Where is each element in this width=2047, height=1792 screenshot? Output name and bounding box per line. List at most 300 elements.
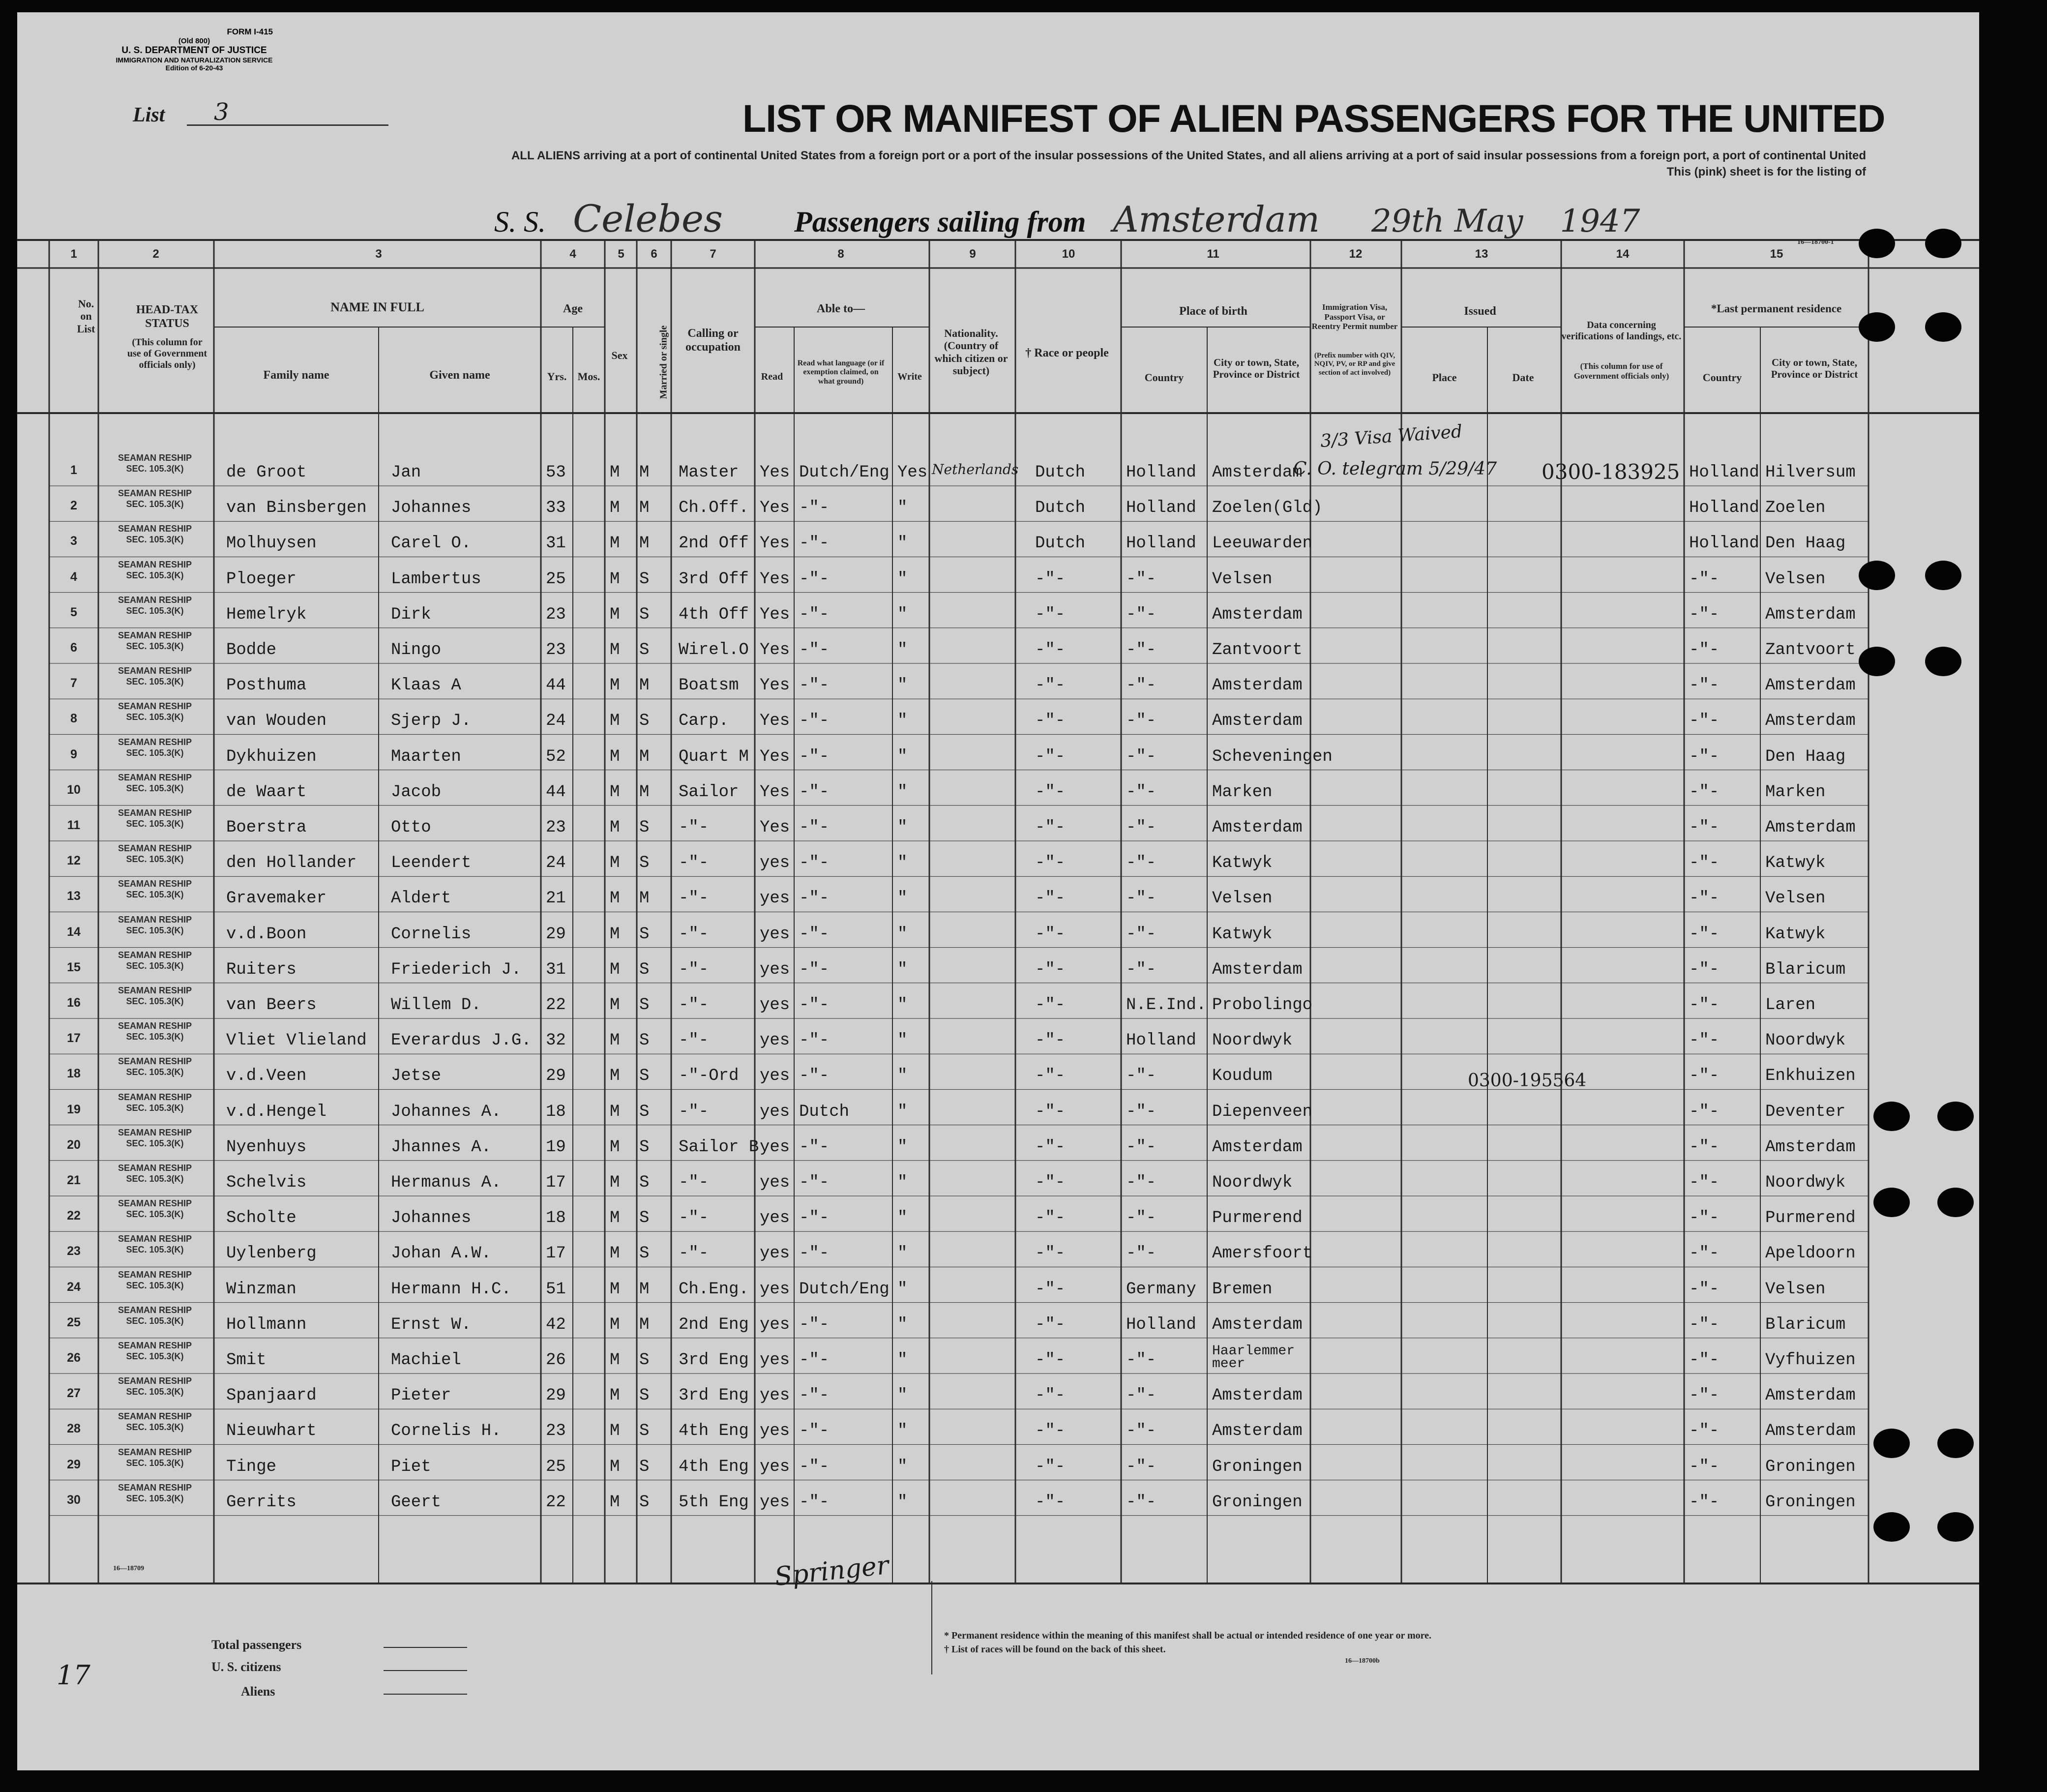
write-cell: " [897,996,908,1015]
margin-mark: 17 [57,1660,90,1691]
birth-city-cell: Bremen [1212,1280,1273,1299]
family-name-cell: van Beers [226,996,317,1015]
write-cell: " [897,641,908,659]
sex-cell: M [610,747,620,766]
nationality-annotation: Netherlands [932,461,1019,478]
family-name-cell: Tinge [226,1457,277,1476]
write-cell: " [897,747,908,766]
sex-cell: M [610,463,620,482]
birth-country-cell: -"- [1126,1351,1157,1370]
column-number: 6 [651,247,657,261]
header-write: Write [897,371,922,382]
seaman-reship-stamp [116,559,194,581]
occupation-cell: -"- [679,1102,709,1121]
seaman-reship-stamp [116,523,194,545]
language-cell: -"- [799,1315,830,1334]
race-cell: -"- [1035,1209,1066,1228]
row-number: 28 [67,1422,81,1436]
sex-cell: M [610,569,620,589]
race-cell: -"- [1035,1031,1066,1050]
stamp-line1: SEAMAN RESHIP [118,1198,192,1209]
read-cell: yes [760,1102,790,1121]
residence-country-cell: -"- [1689,1493,1720,1512]
birth-country-cell: -"- [1126,569,1157,589]
marital-status-cell: S [639,1102,650,1121]
seaman-reship-stamp [116,878,194,900]
age-cell: 26 [546,1351,566,1370]
visa-waived-note: 3/3 Visa Waived [1319,421,1463,452]
residence-city-cell: Hilversum [1765,463,1856,482]
punch-hole [1873,1512,1910,1542]
family-name-cell: Dykhuizen [226,747,317,766]
write-cell: " [897,1315,908,1334]
given-name-cell: Lambertus [391,569,481,589]
birth-country-cell: -"- [1126,676,1157,695]
write-cell: " [897,1280,908,1299]
write-cell: " [897,1386,908,1405]
occupation-cell: -"- [679,854,709,873]
write-cell: " [897,1102,908,1121]
residence-city-cell: Velsen [1765,1280,1826,1299]
residence-country-cell: -"- [1689,1244,1720,1263]
birth-country-cell: -"- [1126,1067,1157,1086]
stamp-line2: SEC. 105.3(K) [126,1245,184,1255]
family-name-cell: Gravemaker [226,889,327,908]
given-name-cell: Leendert [391,854,472,873]
seaman-reship-stamp [116,665,194,687]
family-name-cell: Schelvis [226,1173,307,1192]
intro-text [396,148,1866,180]
residence-country-cell: -"- [1689,782,1720,802]
marital-status-cell: M [639,463,650,482]
race-cell: -"- [1035,782,1066,802]
form-number: FORM I-415 [227,27,273,36]
footnote-residence: * Permanent residence within the meaning of this manifest shall be actual or intended residence of one year or more. [944,1630,1432,1641]
sex-cell: M [610,1209,620,1228]
residence-country-cell: -"- [1689,1102,1720,1121]
seaman-reship-stamp [116,1340,194,1362]
birth-country-cell: -"- [1126,1386,1157,1405]
landing-note-row1: 0300-183925 [1542,460,1680,484]
residence-city-cell: Amsterdam [1765,676,1856,695]
family-name-cell: Gerrits [226,1493,297,1512]
write-cell: " [897,818,908,837]
language-cell: -"- [799,1422,830,1441]
residence-city-cell: Noordwyk [1765,1173,1846,1192]
race-cell: -"- [1035,1315,1066,1334]
given-name-cell: Everardus J.G. [391,1031,532,1050]
language-cell: -"- [799,889,830,908]
residence-country-cell: -"- [1689,1457,1720,1476]
stamp-line2: SEC. 105.3(K) [126,712,184,722]
row-number: 14 [67,925,81,939]
stamp-line2: SEC. 105.3(K) [126,677,184,687]
sex-cell: M [610,960,620,979]
marital-status-cell: S [639,1031,650,1050]
header-calling: Calling or occupation [685,327,741,354]
stamp-line1: SEAMAN RESHIP [118,772,192,782]
read-cell: yes [760,1173,790,1192]
marital-status-cell: M [639,1315,650,1334]
stamp-line1: SEAMAN RESHIP [118,488,192,499]
birth-country-cell: -"- [1126,712,1157,731]
birth-city-cell: Amsterdam [1212,605,1303,624]
given-name-cell: Jhannes A. [391,1137,492,1157]
header-birth-country: Country [1144,371,1184,384]
age-cell: 29 [546,1386,566,1405]
marital-status-cell: S [639,1067,650,1086]
row-number: 15 [67,960,81,974]
stamp-line1: SEAMAN RESHIP [118,1376,192,1386]
form-header-block [116,27,273,72]
residence-city-cell: Den Haag [1765,534,1846,553]
column-number: 15 [1770,247,1783,261]
column-number: 11 [1207,247,1219,261]
given-name-cell: Ningo [391,641,442,659]
header-landings-note: (This column for use of Government officials only) [1573,361,1669,381]
given-name-cell: Dirk [391,605,431,624]
stamp-line1: SEAMAN RESHIP [118,1092,192,1102]
language-cell: -"- [799,996,830,1015]
department-name: U. S. DEPARTMENT OF JUSTICE [121,45,267,56]
given-name-cell: Johannes [391,499,472,518]
marital-status-cell: S [639,1244,650,1263]
birth-country-cell: -"- [1126,641,1157,659]
age-cell: 23 [546,818,566,837]
stamp-line1: SEAMAN RESHIP [118,879,192,889]
given-name-cell: Johannes [391,1209,472,1228]
stamp-line1: SEAMAN RESHIP [118,595,192,605]
family-name-cell: Uylenberg [226,1244,317,1263]
marital-status-cell: M [639,534,650,553]
residence-country-cell: -"- [1689,605,1720,624]
marital-status-cell: S [639,569,650,589]
birth-country-cell: -"- [1126,925,1157,944]
age-cell: 31 [546,960,566,979]
header-place-of-birth: Place of birth [1179,305,1247,318]
marital-status-cell: S [639,1351,650,1370]
corner-form-code: 16—18700-1 [1797,239,1834,246]
stamp-line1: SEAMAN RESHIP [118,950,192,960]
stamp-line2: SEC. 105.3(K) [126,1315,184,1326]
write-cell: " [897,960,908,979]
birth-city-cell: Noordwyk [1212,1031,1293,1050]
language-cell: -"- [799,1386,830,1405]
birth-city-cell: Noordwyk [1212,1173,1293,1192]
row-number: 23 [67,1244,81,1258]
occupation-cell: 3rd Eng [679,1386,749,1405]
intro-text-line1: ALL ALIENS arriving at a port of continental United States from a foreign port or a port of the insular possessions of the United States, and all aliens arriving at a port of said insular possessions from a foreign port, a port of continental United [511,149,1866,162]
stamp-line2: SEC. 105.3(K) [126,890,184,900]
sex-cell: M [610,676,620,695]
write-cell: " [897,676,908,695]
race-cell: -"- [1035,1137,1066,1157]
seaman-reship-stamp [116,1411,194,1433]
birth-city-cell: Amsterdam [1212,818,1303,837]
seaman-reship-stamp [116,1056,194,1077]
given-name-cell: Jan [391,463,421,482]
marital-status-cell: S [639,1173,650,1192]
write-cell: " [897,569,908,589]
stamp-line1: SEAMAN RESHIP [118,559,192,569]
race-cell: -"- [1035,712,1066,731]
write-cell: " [897,1173,908,1192]
family-name-cell: Ruiters [226,960,297,979]
stamp-line1: SEAMAN RESHIP [118,701,192,712]
age-cell: 22 [546,996,566,1015]
birth-city-cell: Velsen [1212,889,1273,908]
seaman-reship-stamp [116,950,194,971]
seaman-reship-stamp [116,985,194,1007]
given-name-cell: Hermann H.C. [391,1280,511,1299]
sex-cell: M [610,1280,620,1299]
age-cell: 33 [546,499,566,518]
residence-city-cell: Katwyk [1765,854,1826,873]
family-name-cell: Smit [226,1351,267,1370]
race-cell: Dutch [1035,534,1086,553]
seaman-reship-stamp [116,488,194,509]
marital-status-cell: M [639,1280,650,1299]
row-number: 29 [67,1457,81,1471]
family-name-cell: Ploeger [226,569,297,589]
column-number: 7 [710,247,716,261]
given-name-cell: Jacob [391,782,442,802]
birth-city-cell: Probolingo [1212,996,1313,1015]
seaman-reship-stamp [116,1375,194,1397]
read-cell: Yes [760,569,790,589]
race-cell: -"- [1035,1351,1066,1370]
family-name-cell: de Waart [226,782,307,802]
stamp-line1: SEAMAN RESHIP [118,843,192,854]
residence-city-cell: Blaricum [1765,1315,1846,1334]
birth-country-cell: -"- [1126,1102,1157,1121]
race-cell: -"- [1035,960,1066,979]
stamp-line2: SEC. 105.3(K) [126,641,184,651]
race-cell: -"- [1035,1457,1066,1476]
column-number: 13 [1475,247,1488,261]
marital-status-cell: S [639,1493,650,1512]
intro-text-line2: This (pink) sheet is for the listing of [1666,165,1866,179]
birth-country-cell: -"- [1126,1457,1157,1476]
stamp-line1: SEAMAN RESHIP [118,1341,192,1350]
birth-city-cell: Leeuwarden [1212,534,1313,553]
read-cell: yes [760,1244,790,1263]
residence-country-cell: -"- [1689,1351,1720,1370]
occupation-cell: 3rd Eng [679,1351,749,1370]
occupation-cell: Boatsm [679,676,739,695]
header-visa: Immigration Visa, Passport Visa, or Reentry Permit number [1311,302,1398,331]
given-name-cell: Otto [391,818,431,837]
age-cell: 53 [546,463,566,482]
residence-city-cell: Deventer [1765,1102,1846,1121]
age-cell: 18 [546,1209,566,1228]
language-cell: -"- [799,1244,830,1263]
write-cell: " [897,1244,908,1263]
sex-cell: M [610,1173,620,1192]
us-citizens-label: U. S. citizens [211,1660,281,1674]
residence-city-cell: Amsterdam [1765,1422,1856,1441]
read-cell: yes [760,1315,790,1334]
column-number: 14 [1616,247,1630,261]
sex-cell: M [610,889,620,908]
row-number: 22 [67,1209,81,1223]
stamp-line1: SEAMAN RESHIP [118,808,192,818]
race-cell: -"- [1035,1386,1066,1405]
residence-city-cell: Katwyk [1765,925,1826,944]
departure-port: Amsterdam [1113,199,1320,240]
birth-country-cell: Germany [1126,1280,1196,1299]
sex-cell: M [610,1067,620,1086]
header-nationality: Nationality. (Country of which citizen or subject) [934,327,1008,377]
residence-country-cell: -"- [1689,996,1720,1015]
punch-hole [1925,561,1961,590]
stamp-line1: SEAMAN RESHIP [118,914,192,925]
stamp-line2: SEC. 105.3(K) [126,1458,184,1468]
race-cell: -"- [1035,854,1066,873]
birth-city-cell: Scheveningen [1212,747,1333,766]
row-number: 13 [67,889,81,903]
language-cell: -"- [799,499,830,518]
header-read-language: Read what language (or if exemption claimed, on what ground) [797,359,885,386]
seaman-reship-stamp [116,1269,194,1291]
birth-country-cell: Holland [1126,463,1196,482]
read-cell: Yes [760,605,790,624]
given-name-cell: Sjerp J. [391,712,472,731]
family-name-cell: Molhuysen [226,534,317,553]
birth-city-cell: Katwyk [1212,854,1273,873]
column-number: 3 [375,247,382,261]
seaman-reship-stamp [116,630,194,652]
language-cell: -"- [799,1209,830,1228]
punch-hole [1873,1188,1910,1217]
seaman-reship-stamp [116,1233,194,1255]
language-cell: -"- [799,605,830,624]
landing-note-row17: 0300-195564 [1468,1071,1587,1091]
list-underline [187,124,388,126]
old-form-number: (Old 800) [178,37,210,45]
birth-country-cell: -"- [1126,1173,1157,1192]
sex-cell: M [610,782,620,802]
age-cell: 23 [546,605,566,624]
age-cell: 31 [546,534,566,553]
punch-hole [1937,1512,1974,1542]
sex-cell: M [610,534,620,553]
residence-country-cell: -"- [1689,569,1720,589]
header-age: Age [563,302,583,315]
language-cell: -"- [799,1493,830,1512]
marital-status-cell: S [639,1457,650,1476]
birth-city-cell: Groningen [1212,1493,1303,1512]
read-cell: yes [760,1137,790,1157]
page-title: LIST OR MANIFEST OF ALIEN PASSENGERS FOR THE UNITED [742,96,1885,140]
column-number: 10 [1062,247,1075,261]
residence-country-cell: Holland [1689,499,1759,518]
punch-hole [1925,647,1961,676]
residence-country-cell: -"- [1689,641,1720,659]
residence-country-cell: -"- [1689,676,1720,695]
marital-status-cell: M [639,676,650,695]
marital-status-cell: S [639,1422,650,1441]
stamp-line1: SEAMAN RESHIP [118,1411,192,1422]
header-birth-city: City or town, State, Province or District [1213,357,1300,381]
occupation-cell: 5th Eng [679,1493,749,1512]
bottom-form-code: 16—18709 [113,1565,144,1572]
sex-cell: M [610,499,620,518]
given-name-cell: Ernst W. [391,1315,472,1334]
stamp-line1: SEAMAN RESHIP [118,630,192,640]
age-cell: 29 [546,925,566,944]
residence-country-cell: -"- [1689,747,1720,766]
birth-country-cell: Holland [1126,499,1196,518]
family-name-cell: Boerstra [226,818,307,837]
header-no-on-list: No. on List [77,298,95,335]
column-number: 8 [837,247,844,261]
stamp-line1: SEAMAN RESHIP [118,524,192,534]
language-cell: -"- [799,641,830,659]
given-name-cell: Johan A.W. [391,1244,492,1263]
marital-status-cell: S [639,996,650,1015]
header-head-tax-note: (This column for use of Government officials only) [127,337,208,370]
column-number: 1 [70,247,77,261]
sex-cell: M [610,925,620,944]
row-number: 3 [70,534,77,548]
stamp-line2: SEC. 105.3(K) [126,1032,184,1042]
row-number: 26 [67,1351,81,1365]
row-number: 5 [70,605,77,619]
age-cell: 19 [546,1137,566,1157]
family-name-cell: Winzman [226,1280,297,1299]
header-res-country: Country [1702,371,1742,384]
punch-hole [1925,312,1961,342]
birth-city-cell: Diepenveen [1212,1102,1313,1121]
stamp-line2: SEC. 105.3(K) [126,1103,184,1113]
language-cell: -"- [799,960,830,979]
header-married: Married or single [658,325,669,399]
age-cell: 25 [546,1457,566,1476]
write-cell: Yes [897,463,928,482]
punch-hole [1873,1429,1910,1458]
marital-status-cell: M [639,782,650,802]
seaman-reship-stamp [116,1198,194,1220]
header-landings: Data concerning verifications of landings, etc. [1561,320,1682,342]
occupation-cell: -"- [679,889,709,908]
race-cell: -"- [1035,925,1066,944]
birth-country-cell: -"- [1126,854,1157,873]
read-cell: yes [760,854,790,873]
race-cell: -"- [1035,1173,1066,1192]
race-cell: -"- [1035,605,1066,624]
birth-country-cell: N.E.Ind. [1126,996,1207,1015]
sex-cell: M [610,1493,620,1512]
family-name-cell: den Hollander [226,854,357,873]
language-cell: -"- [799,818,830,837]
age-cell: 25 [546,569,566,589]
stamp-line2: SEC. 105.3(K) [126,1351,184,1361]
birth-city-cell: Groningen [1212,1457,1303,1476]
age-cell: 42 [546,1315,566,1334]
seaman-reship-stamp [116,1447,194,1468]
write-cell: " [897,534,908,553]
birth-city-cell: Velsen [1212,569,1273,589]
punch-hole [1873,1102,1910,1131]
seaman-reship-stamp [116,843,194,865]
occupation-cell: -"- [679,1209,709,1228]
given-name-cell: Aldert [391,889,451,908]
row-number: 19 [67,1102,81,1116]
stamp-line1: SEAMAN RESHIP [118,1127,192,1137]
write-cell: " [897,854,908,873]
column-number: 9 [969,247,976,261]
